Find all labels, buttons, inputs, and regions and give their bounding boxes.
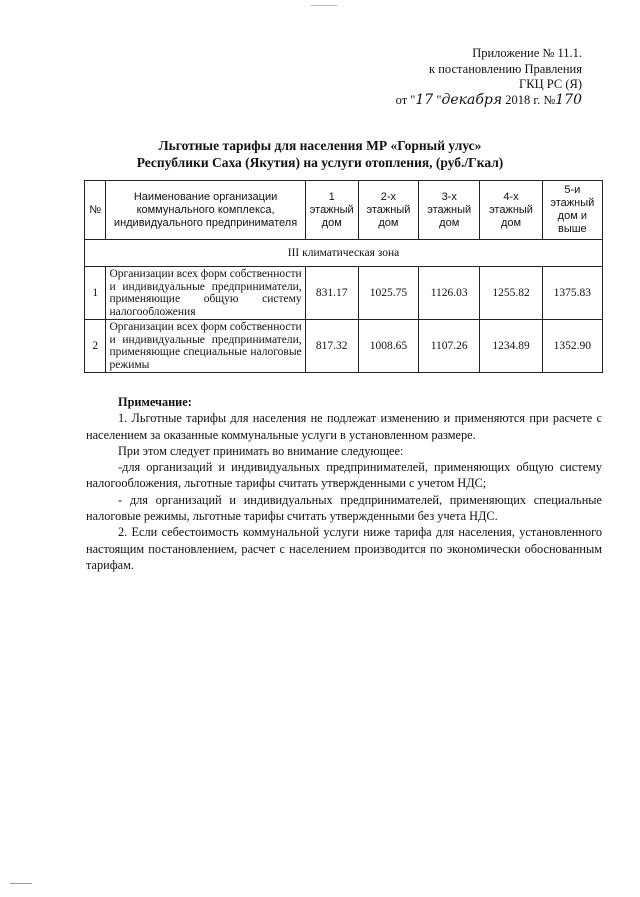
- appendix-date-line: [396, 93, 582, 109]
- header-col4: 4-х этажный дом: [480, 181, 542, 240]
- note-paragraph-2: При этом следует принимать во внимание следующее:: [118, 443, 404, 458]
- row-value: 1107.26: [419, 320, 480, 373]
- header-col3: 3-х этажный дом: [419, 181, 480, 240]
- date-quote: ": [433, 92, 442, 107]
- title-line-2: Республики Саха (Якутия) на услуги отопления, (руб./Гкал): [136, 155, 504, 170]
- row-value: 1352.90: [542, 320, 602, 373]
- zone-row: [85, 240, 603, 267]
- row-name: Организации всех форм собственности и индивидуальные предприниматели, применяющие общую систему налогообложения: [106, 267, 305, 320]
- header-name: Наименование организации коммунального комплекса, индивидуального предпринимателя: [106, 181, 305, 240]
- row-value: 1126.03: [419, 267, 480, 320]
- row-value: 1008.65: [358, 320, 418, 373]
- row-value: 831.17: [305, 267, 358, 320]
- table-header-row: [85, 181, 603, 240]
- table-row: [85, 320, 603, 373]
- appendix-authority: ГКЦ РС (Я): [519, 77, 582, 91]
- date-prefix: от ": [395, 92, 416, 107]
- date-month: декабря: [441, 91, 503, 108]
- row-value: 1255.82: [480, 267, 542, 320]
- appendix-number: Приложение № 11.1.: [472, 46, 582, 60]
- row-num: 2: [85, 320, 106, 373]
- document-title: [0, 137, 640, 171]
- row-value: 1025.75: [358, 267, 418, 320]
- appendix-header: [396, 46, 582, 108]
- row-num: 1: [85, 267, 106, 320]
- note-paragraph-4: - для организаций и индивидуальных предпринимателей, применяющих специальные налоговые режимы, льготные тарифы считать утвержденными без учета НДС.: [86, 492, 602, 524]
- row-value: 1375.83: [542, 267, 602, 320]
- date-day: 17: [415, 91, 434, 108]
- header-num: №: [85, 181, 106, 240]
- row-value: 1234.89: [480, 320, 542, 373]
- tariff-table: [84, 180, 603, 373]
- notes-section: [86, 394, 602, 573]
- title-line-1: Льготные тарифы для населения МР «Горный улус»: [158, 138, 482, 153]
- date-year: 2018 г. №: [502, 92, 556, 107]
- header-col1: 1 этажный дом: [305, 181, 358, 240]
- note-paragraph-3: -для организаций и индивидуальных предпринимателей, применяющих общую систему налогообложения, льготные тарифы считать утвержденными с учетом НДС;: [86, 460, 602, 491]
- header-col2: 2-х этажный дом: [358, 181, 418, 240]
- resolution-number: 170: [555, 91, 582, 108]
- zone-label: III климатическая зона: [85, 240, 603, 267]
- row-value: 817.32: [305, 320, 358, 373]
- header-col5: 5-и этажный дом и выше: [542, 181, 602, 240]
- note-paragraph-1: 1. Льготные тарифы для населения не подлежат изменению и применяются при расчете с населением за оказанные коммунальные услуги в установленном размере.: [86, 411, 602, 442]
- table-row: [85, 267, 603, 320]
- scan-mark-top: [311, 5, 337, 6]
- row-name: Организации всех форм собственности и индивидуальные предприниматели, применяющие специальные налоговые режимы: [106, 320, 305, 373]
- appendix-resolution: к постановлению Правления: [429, 61, 582, 76]
- scan-mark-bottom: [10, 883, 32, 884]
- notes-heading: Примечание:: [118, 395, 192, 409]
- note-paragraph-5: 2. Если себестоимость коммунальной услуги ниже тарифа для населения, установленного настоящим постановлением, расчет с населением производится по экономически обоснованным тарифам.: [86, 525, 602, 572]
